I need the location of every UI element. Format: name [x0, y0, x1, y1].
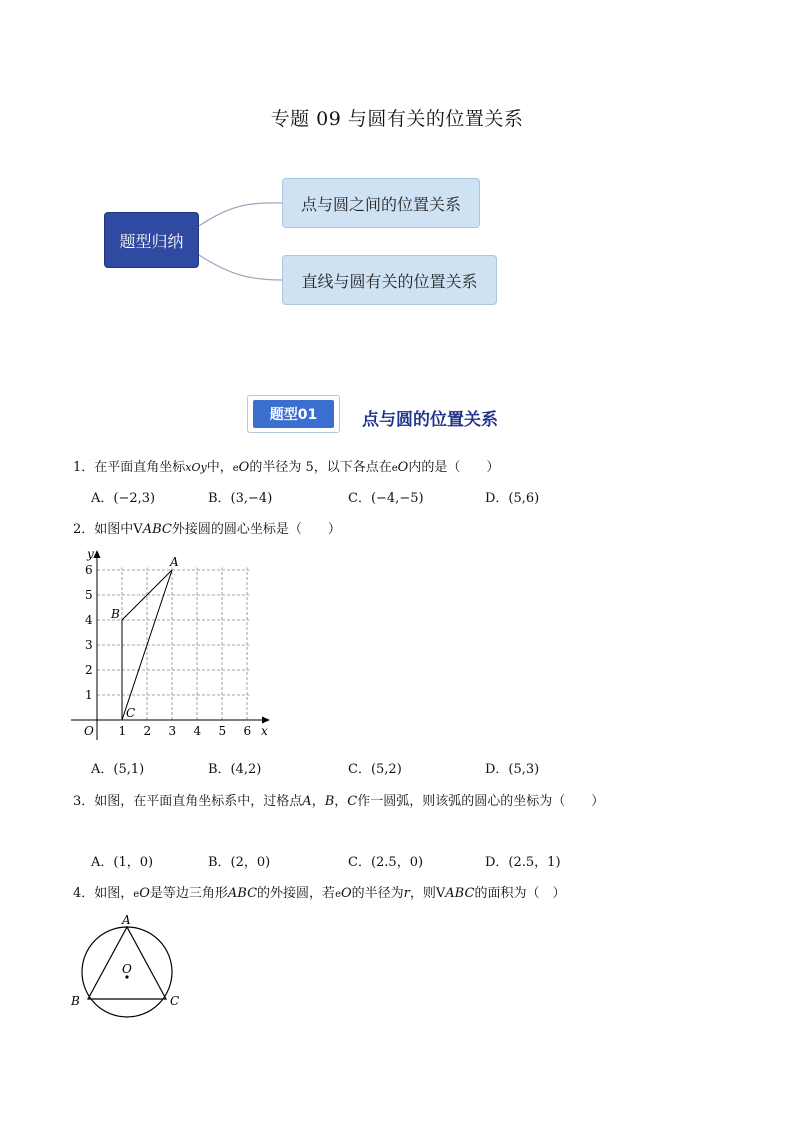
mindmap-root-node: 题型归纳	[104, 212, 199, 268]
q4-math-abc-2: ABC	[445, 886, 475, 901]
q4-math-r: r	[403, 886, 410, 901]
q4-figure	[64, 908, 194, 1030]
q2-x-tick-label: 4	[193, 724, 202, 738]
q1-text-2: 中，	[206, 460, 233, 475]
q3-point-c: C	[347, 794, 358, 809]
q1-text-3: 的半径为 5，以下各点在	[249, 460, 392, 475]
q2-coordinate-graph	[60, 540, 290, 755]
q4-text-1: 如图，	[94, 886, 134, 901]
q4-text-5: ，则	[409, 886, 436, 901]
q2-option-b: B．(4,2)	[208, 762, 262, 777]
q2-point-label-b: B	[111, 607, 120, 621]
q4-math-o-2: O	[340, 886, 352, 901]
page-title: 专题 09 与圆有关的位置关系	[270, 108, 524, 130]
q2-option-d: D．(5,3)	[485, 762, 540, 777]
q2-x-tick-label: 5	[218, 724, 227, 738]
q2-math-abc: ABC	[142, 522, 172, 537]
q1-option-c: C．(−4,−5)	[348, 491, 424, 506]
q4-math-abc: ABC	[227, 886, 258, 901]
q4-text-2: 是等边三角形	[149, 886, 228, 901]
q1-circle-symbol: e	[232, 463, 239, 474]
q3-point-a: A	[302, 794, 312, 809]
section-title: 点与圆的位置关系	[362, 410, 498, 430]
q3-option-b: B．(2，0)	[208, 855, 271, 870]
q1-number: 1．	[73, 460, 95, 475]
q3-point-b: B	[324, 794, 335, 809]
q3-option-a: A．(1，0)	[91, 855, 154, 870]
q2-y-arrow	[94, 550, 101, 558]
q4-text-6: 的面积为（ ）	[474, 886, 566, 901]
question-1	[73, 456, 499, 475]
q1-math-xoy: xOy	[185, 461, 207, 474]
q2-y-tick-label: 2	[85, 663, 93, 677]
question-2	[73, 518, 341, 537]
q2-x-label: x	[261, 724, 268, 738]
q1-math-o-2: O	[397, 460, 409, 475]
q2-x-arrow	[262, 717, 270, 724]
q2-origin-label: O	[84, 724, 94, 738]
q4-label-b: B	[71, 994, 80, 1008]
q3-sep-2: ，	[334, 794, 348, 809]
q1-option-b: B．(3,−4)	[208, 491, 273, 506]
mindmap-child-line-circle: 直线与圆有关的位置关系	[282, 255, 497, 305]
q1-option-a: A．(−2,3)	[91, 491, 156, 506]
q4-text-3: 的外接圆，若	[257, 886, 336, 901]
question-3	[73, 790, 604, 809]
q2-point-label-c: C	[126, 706, 136, 720]
q2-y-label: y	[87, 547, 94, 561]
q2-option-a: A．(5,1)	[91, 762, 145, 777]
q4-circle-symbol-2: e	[335, 889, 341, 900]
q3-option-d: D．(2.5，1)	[485, 855, 561, 870]
q4-label-c: C	[170, 994, 180, 1008]
q1-circle-symbol-2: e	[391, 463, 398, 474]
q2-x-tick-label: 3	[168, 724, 177, 738]
q3-number: 3．	[73, 794, 95, 809]
q2-text-2: 外接圆的圆心坐标是（ ）	[171, 522, 341, 537]
q2-option-c: C．(5,2)	[348, 762, 402, 777]
q2-point-label-a: A	[170, 555, 179, 569]
q2-grid	[97, 568, 250, 721]
section-badge: 题型01	[253, 400, 334, 428]
q3-sep-1: ，	[311, 794, 325, 809]
q1-option-d: D．(5,6)	[485, 491, 540, 506]
q3-text-1: 如图，在平面直角坐标系中，过格点	[94, 794, 303, 809]
q4-label-o: O	[122, 962, 132, 976]
q4-math-o: O	[139, 886, 150, 901]
q2-y-tick-label: 6	[85, 563, 93, 577]
q4-label-a: A	[122, 913, 131, 927]
q1-math-o: O	[238, 460, 250, 475]
q2-y-tick-label: 4	[85, 613, 93, 627]
q2-y-tick-label: 5	[85, 588, 93, 602]
mindmap-child-point-circle: 点与圆之间的位置关系	[282, 178, 480, 228]
q1-text-4: 内的是（ ）	[408, 460, 500, 475]
q2-triangle-symbol: V	[133, 522, 143, 537]
q2-x-tick-label: 2	[143, 724, 152, 738]
q2-x-tick-label: 6	[243, 724, 252, 738]
q2-y-tick-label: 3	[85, 638, 93, 652]
q2-number: 2．	[73, 522, 95, 537]
q2-y-tick-label: 1	[85, 688, 93, 702]
q2-x-tick-label: 1	[118, 724, 127, 738]
q4-number: 4．	[73, 886, 95, 901]
q4-triangle-symbol: V	[435, 886, 446, 901]
q4-circle-symbol: e	[133, 889, 140, 900]
q3-text-2: 作一圆弧，则该弧的圆心的坐标为（ ）	[357, 794, 605, 809]
q2-text-1: 如图中	[94, 522, 134, 537]
q4-text-4: 的半径为	[351, 886, 404, 901]
q1-text-1: 在平面直角坐标	[94, 460, 186, 475]
question-4	[73, 882, 565, 901]
q3-option-c: C．(2.5，0)	[348, 855, 424, 870]
